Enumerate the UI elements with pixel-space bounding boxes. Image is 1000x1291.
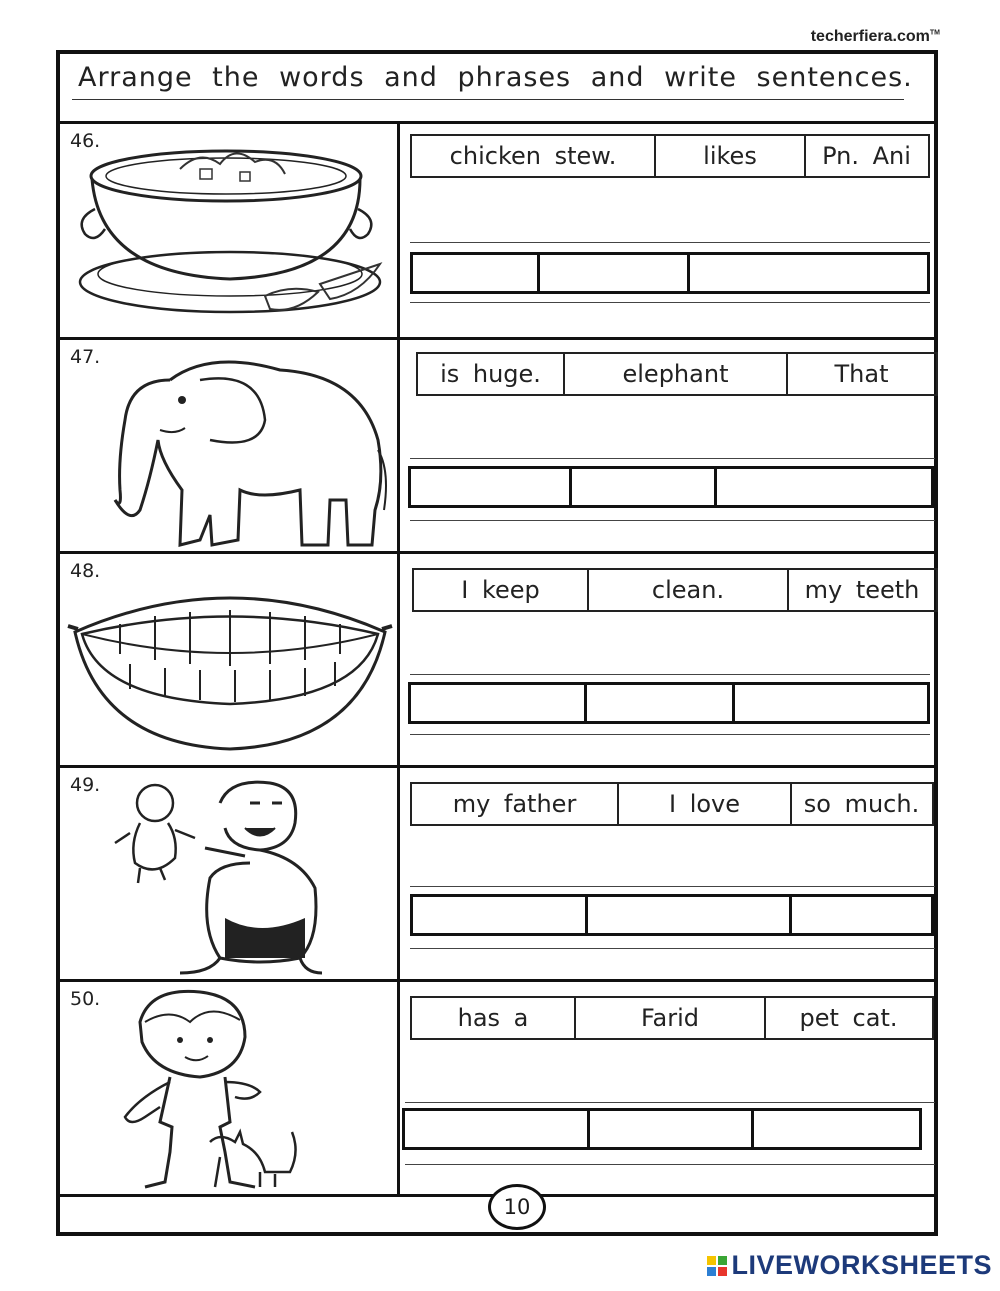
- word-box[interactable]: Pn. Ani: [804, 136, 927, 176]
- answer-slot[interactable]: [584, 685, 732, 721]
- writing-line: [410, 734, 930, 735]
- question-number: 50.: [70, 988, 101, 1010]
- picture-cell: [60, 340, 400, 551]
- answer-slot[interactable]: [751, 1111, 919, 1147]
- word-box[interactable]: I keep: [461, 576, 540, 604]
- writing-line: [405, 1164, 935, 1165]
- word-box[interactable]: so much.: [790, 784, 931, 824]
- answer-slot[interactable]: [411, 469, 569, 505]
- writing-line: [410, 302, 930, 303]
- answer-slot[interactable]: [413, 255, 537, 291]
- writing-line: [405, 1102, 935, 1103]
- picture-cell: [60, 768, 400, 979]
- word-boxes: [416, 352, 938, 396]
- picture-cell: [60, 554, 400, 765]
- question-row-46: [60, 124, 934, 340]
- word-box[interactable]: has a: [457, 1004, 529, 1032]
- chicken-stew-pot-icon: [60, 124, 400, 334]
- father-holding-baby-icon: [60, 768, 400, 978]
- question-row-50: [60, 982, 934, 1197]
- word-box[interactable]: That: [786, 354, 935, 394]
- word-box[interactable]: my father: [452, 790, 577, 818]
- boy-with-cat-icon: [60, 982, 400, 1194]
- word-boxes: [410, 134, 930, 178]
- answer-slot[interactable]: [714, 469, 931, 505]
- writing-line: [410, 948, 935, 949]
- word-box[interactable]: elephant: [563, 354, 786, 394]
- instruction-text: Arrange the words and phrases and write sentences.: [78, 62, 913, 93]
- answer-slot[interactable]: [732, 685, 927, 721]
- word-box[interactable]: clean.: [587, 570, 787, 610]
- word-boxes: [410, 782, 934, 826]
- answer-slots: [410, 894, 934, 936]
- answer-slot[interactable]: [413, 897, 585, 933]
- word-box[interactable]: chicken stew.: [449, 142, 617, 170]
- question-row-47: [60, 340, 934, 554]
- writing-line: [410, 520, 935, 521]
- brand-label: techerfiera.com™: [810, 28, 940, 45]
- instruction-header: [60, 54, 934, 124]
- word-box[interactable]: I love: [617, 784, 790, 824]
- instruction-underline: [72, 99, 904, 100]
- page-number: 10: [488, 1184, 546, 1230]
- writing-line: [410, 458, 935, 459]
- smiling-teeth-icon: [60, 554, 400, 764]
- watermark-text: LIVEWORKSHEETS: [731, 1250, 992, 1280]
- answer-slots: [408, 682, 930, 724]
- word-boxes: [410, 996, 934, 1040]
- word-box[interactable]: pet cat.: [764, 998, 931, 1038]
- writing-line: [410, 674, 930, 675]
- question-number: 47.: [70, 346, 101, 368]
- question-number: 49.: [70, 774, 101, 796]
- answer-slots: [402, 1108, 922, 1150]
- elephant-icon: [60, 340, 400, 550]
- answer-slots: [410, 252, 930, 294]
- writing-line: [410, 886, 935, 887]
- answer-slot[interactable]: [405, 1111, 587, 1147]
- picture-cell: [60, 982, 400, 1194]
- answer-slot[interactable]: [585, 897, 789, 933]
- writing-line: [410, 242, 930, 243]
- picture-cell: [60, 124, 400, 337]
- word-box[interactable]: my teeth: [787, 570, 935, 610]
- question-number: 46.: [70, 130, 101, 152]
- liveworksheets-logo-icon: [707, 1256, 727, 1276]
- answer-slot[interactable]: [537, 255, 687, 291]
- worksheet: [56, 50, 938, 1236]
- question-row-48: [60, 554, 934, 768]
- answer-slot[interactable]: [687, 255, 927, 291]
- liveworksheets-watermark: [707, 1250, 992, 1281]
- answer-slots: [408, 466, 934, 508]
- answer-slot[interactable]: [569, 469, 714, 505]
- question-row-49: [60, 768, 934, 982]
- word-boxes: [412, 568, 938, 612]
- word-box[interactable]: likes: [654, 136, 804, 176]
- answer-slot[interactable]: [587, 1111, 751, 1147]
- question-number: 48.: [70, 560, 101, 582]
- page-footer: [60, 1192, 934, 1232]
- answer-slot[interactable]: [411, 685, 584, 721]
- word-box[interactable]: is huge.: [440, 360, 541, 388]
- answer-slot[interactable]: [789, 897, 931, 933]
- word-box[interactable]: Farid: [574, 998, 764, 1038]
